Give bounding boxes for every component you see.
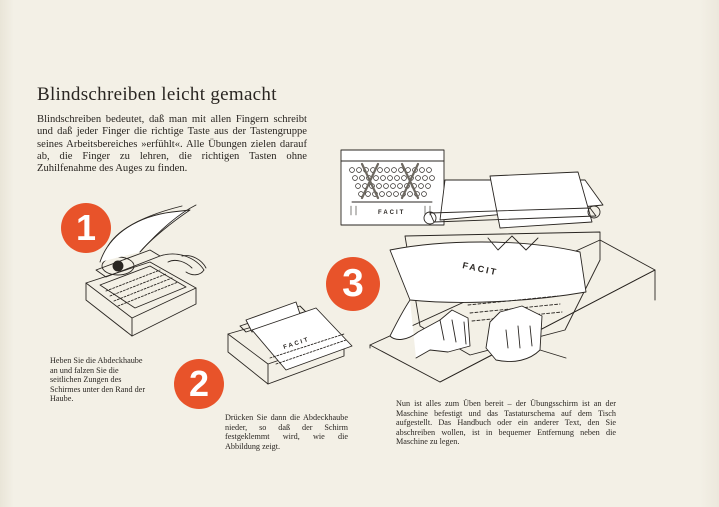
page-title: Blindschreiben leicht gemacht	[37, 84, 277, 105]
keyboard-chart-card	[341, 150, 444, 225]
step-3-caption: Nun ist alles zum Üben bereit – der Übungsschirm ist an der Maschine befestigt und das Tastaturschema auf dem Tisch aufgestellt. Das Handbuch oder ein anderer Text, den Sie abschreiben wollen, ist in bequemer Entfernung neben die Maschine zu legen.	[396, 399, 616, 447]
step-2-badge	[174, 359, 224, 409]
svg-text:FACIT: FACIT	[461, 260, 499, 278]
step-1-badge	[61, 203, 111, 253]
step-2-number: 2	[188, 363, 210, 404]
step-1-number: 1	[75, 207, 97, 248]
step-3-number: 3	[342, 262, 364, 305]
typewriter-lid-closed-illustration	[228, 302, 352, 384]
step-1-caption: Heben Sie die Abdeckhaube an und falzen Sie die seitlichen Zungen des Schirmes unter den Rand der Haube.	[50, 356, 146, 404]
intro-paragraph: Blindschreiben bedeutet, daß man mit allen Fingern schreibt und daß jeder Finger die richtige Taste aus der Tastengruppe seines Arbeitsbereiches »erfühlt«. Alle Übungen zielen darauf ab, die Finger zu lehren, die richtigen Tasten ohne Zuhilfenahme des Auges zu finden.	[37, 114, 307, 175]
step-2-caption: Drücken Sie dann die Abdeckhaube nieder, so daß der Schirm festgeklemmt wird, wie die Abbildung zeigt.	[225, 413, 348, 451]
svg-text:FACIT: FACIT	[282, 336, 311, 351]
svg-text:FACIT: FACIT	[378, 210, 406, 216]
step-3-badge	[326, 257, 380, 311]
